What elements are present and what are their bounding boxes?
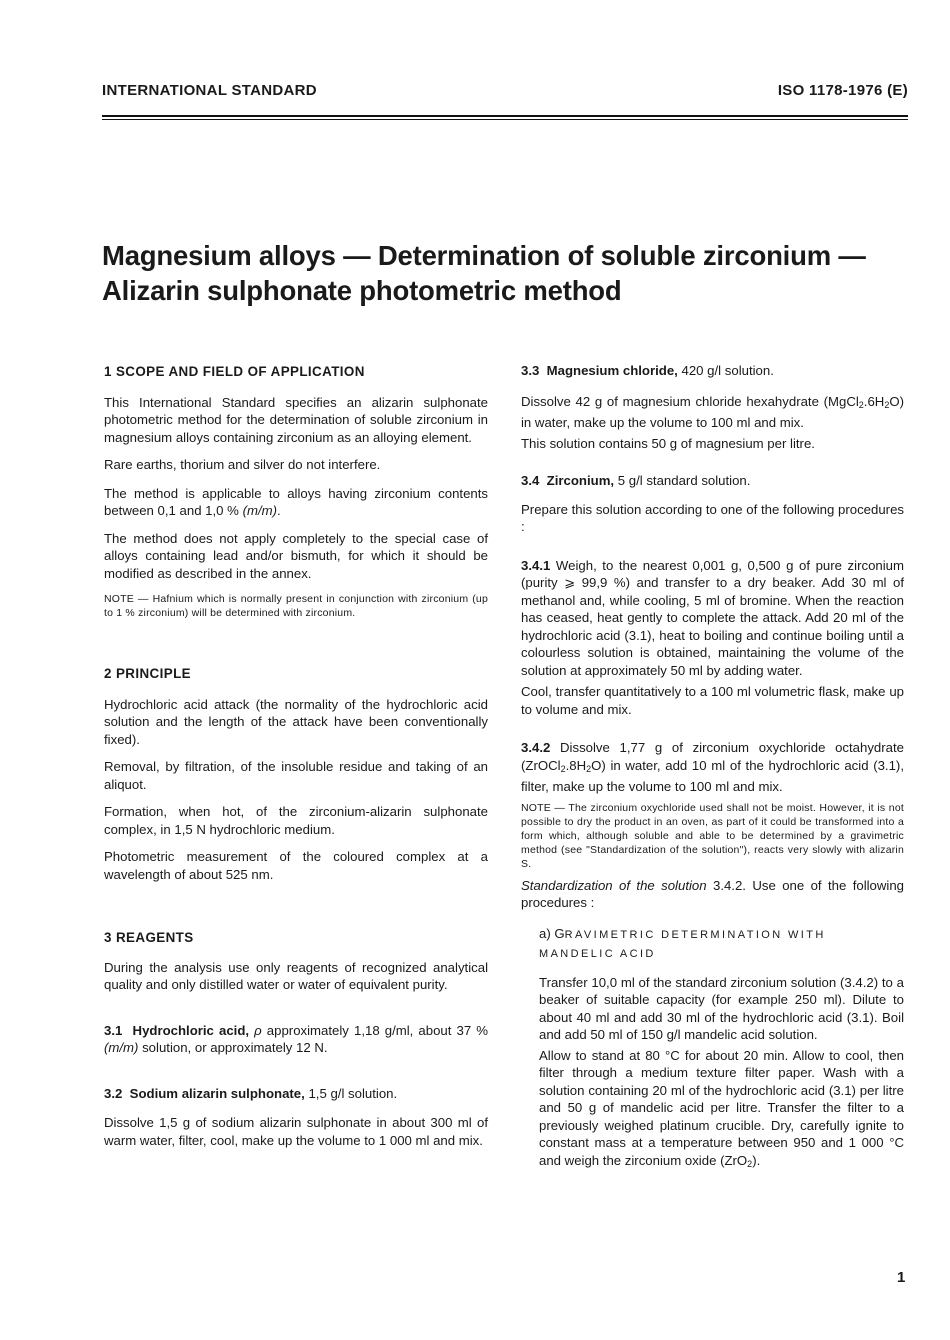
section-1-paragraph-2: Rare earths, thorium and silver do not interfere.	[104, 457, 381, 472]
procedure-a-paragraph-2: Allow to stand at 80 °C for about 20 min. Allow to cool, then filter through a medium texture filter paper. Wash with a solution containing 20 ml of the hydrochloric acid (3.1) per litre and 50 g of mandelic acid per litre. Transfer the filter to a previously weighed platinum crucible. Dry, carefully ignite to constant mass at a temperature between 950 and 1 000 °C and weigh the zirconium oxide (ZrO$_2$).	[539, 1047, 904, 1169]
right-column	[521, 360, 904, 1173]
reagent-3-4-1-paragraph: 3.4.1 Weigh, to the nearest 0,001 g, 0,500 g of pure zirconium (purity ⩾ 99,9 %) and transfer to a dry beaker. Add 30 ml of methanol and, while cooling, 5 ml of bromine. When the reaction has ceased, heat gently to complete the attack. Add 20 ml of the hydrochloric acid (3.1), heat to boiling and continue boiling until a colourless solution is obtained, maintaining the volume of the solution at approximately 50 ml by adding water.	[521, 557, 904, 678]
section-3-heading: 3 REAGENTS	[104, 930, 194, 945]
reagent-3-4-1-paragraph-2: Cool, transfer quantitatively to a 100 ml volumetric flask, make up to volume and mix.	[521, 684, 904, 717]
section-1-paragraph-3: The method is applicable to alloys having zirconium contents between 0,1 and 1,0 % (m/m).	[104, 485, 488, 518]
section-1-heading: 1 SCOPE AND FIELD OF APPLICATION	[104, 364, 365, 379]
left-column	[104, 360, 488, 1149]
header-rule-thin	[102, 119, 908, 120]
reagent-3-3-paragraph-2: This solution contains 50 g of magnesium per litre.	[521, 435, 815, 451]
title-line-1: Magnesium alloys — Determination of soluble zirconium —	[102, 240, 866, 271]
section-2-paragraph-1: Hydrochloric acid attack (the normality of the hydrochloric acid solution and the length of the attack have been conventionally fixed).	[104, 696, 488, 747]
section-2-paragraph-3: Formation, when hot, of the zirconium-alizarin sulphonate complex, in 1,5 N hydrochloric medium.	[104, 804, 488, 837]
section-2-paragraph-4: Photometric measurement of the coloured complex at a wavelength of about 525 nm.	[104, 849, 488, 882]
procedure-a-paragraph-1: Transfer 10,0 ml of the standard zirconium solution (3.4.2) to a beaker of suitable capacity (for example 250 ml). Dilute to about 40 ml and add 30 ml of the hydrochloric acid (3.1). Boil and add 50 ml of 150 g/l mandelic acid solution.	[539, 974, 904, 1042]
document-title	[102, 238, 902, 308]
section-1-paragraph-1: This International Standard specifies an alizarin sulphonate photometric method for the determination of soluble zirconium in magnesium alloys containing zirconium as an alloying element.	[104, 394, 488, 445]
header-right: ISO 1178-1976 (E)	[777, 82, 908, 99]
reagent-3-2-heading: 3.2 Sodium alizarin sulphonate, 1,5 g/l solution.	[104, 1085, 398, 1101]
reagent-3-4-paragraph: Prepare this solution according to one of the following procedures :	[521, 501, 904, 534]
procedure-a	[521, 925, 904, 1174]
procedure-a-heading: a) GRAVIMETRIC DETERMINATION WITH MANDELIC ACID	[539, 925, 826, 960]
reagent-3-4-heading: 3.4 Zirconium, 5 g/l standard solution.	[521, 473, 751, 488]
reagent-3-3-heading: 3.3 Magnesium chloride, 420 g/l solution.	[521, 363, 774, 378]
header-rule	[102, 115, 908, 117]
section-3-paragraph-1: During the analysis use only reagents of recognized analytical quality and only distilled water or water of equivalent purity.	[104, 959, 488, 992]
reagent-3-4-2-paragraph: 3.4.2 Dissolve 1,77 g of zirconium oxychloride octahydrate $(ZrOCl_2.8H_2O)$ in water, add 10 ml of the hydrochloric acid (3.1), filter, make up the volume to 100 ml and mix.	[521, 740, 904, 794]
reagent-3-1: 3.1 Hydrochloric acid, ρ approximately 1,18 g/ml, about 37 % (m/m) solution, or approximately 12 N.	[104, 1022, 489, 1055]
header-left: INTERNATIONAL STANDARD	[102, 82, 317, 99]
section-2-paragraph-2: Removal, by filtration, of the insoluble residue and taking of an aliquot.	[104, 759, 488, 792]
page-header	[102, 82, 908, 102]
section-1-paragraph-4: The method does not apply completely to the special case of alloys containing lead and/or bismuth, for which it should be modified as described in the annex.	[104, 530, 488, 581]
reagent-3-4-2-note: NOTE — The zirconium oxychloride used shall not be moist. However, it is not possible to dry the product in an oven, as part of it could be transformed into a form which, although soluble and able to be determined by a gravimetric method (see "Standardization of the solution"), reacts very slowly with alizarin S.	[521, 801, 904, 870]
standardization-paragraph: Standardization of the solution 3.4.2. Use one of the following procedures :	[521, 877, 905, 910]
title-line-2: Alizarin sulphonate photometric method	[102, 275, 622, 306]
reagent-3-2-paragraph: Dissolve 1,5 g of sodium alizarin sulphonate in about 300 ml of warm water, filter, cool, make up the volume to 1 000 ml and mix.	[104, 1115, 488, 1148]
section-1-note: NOTE — Hafnium which is normally present in conjunction with zirconium (up to 1 % zirconium) will be determined with zirconium.	[104, 593, 488, 619]
section-2-heading: 2 PRINCIPLE	[104, 666, 191, 681]
reagent-3-3-paragraph-1: Dissolve 42 g of magnesium chloride hexahydrate $(MgCl_2.6H_2O)$ in water, make up the volume to 100 ml and mix.	[521, 393, 904, 430]
page-number: 1	[897, 1269, 906, 1286]
